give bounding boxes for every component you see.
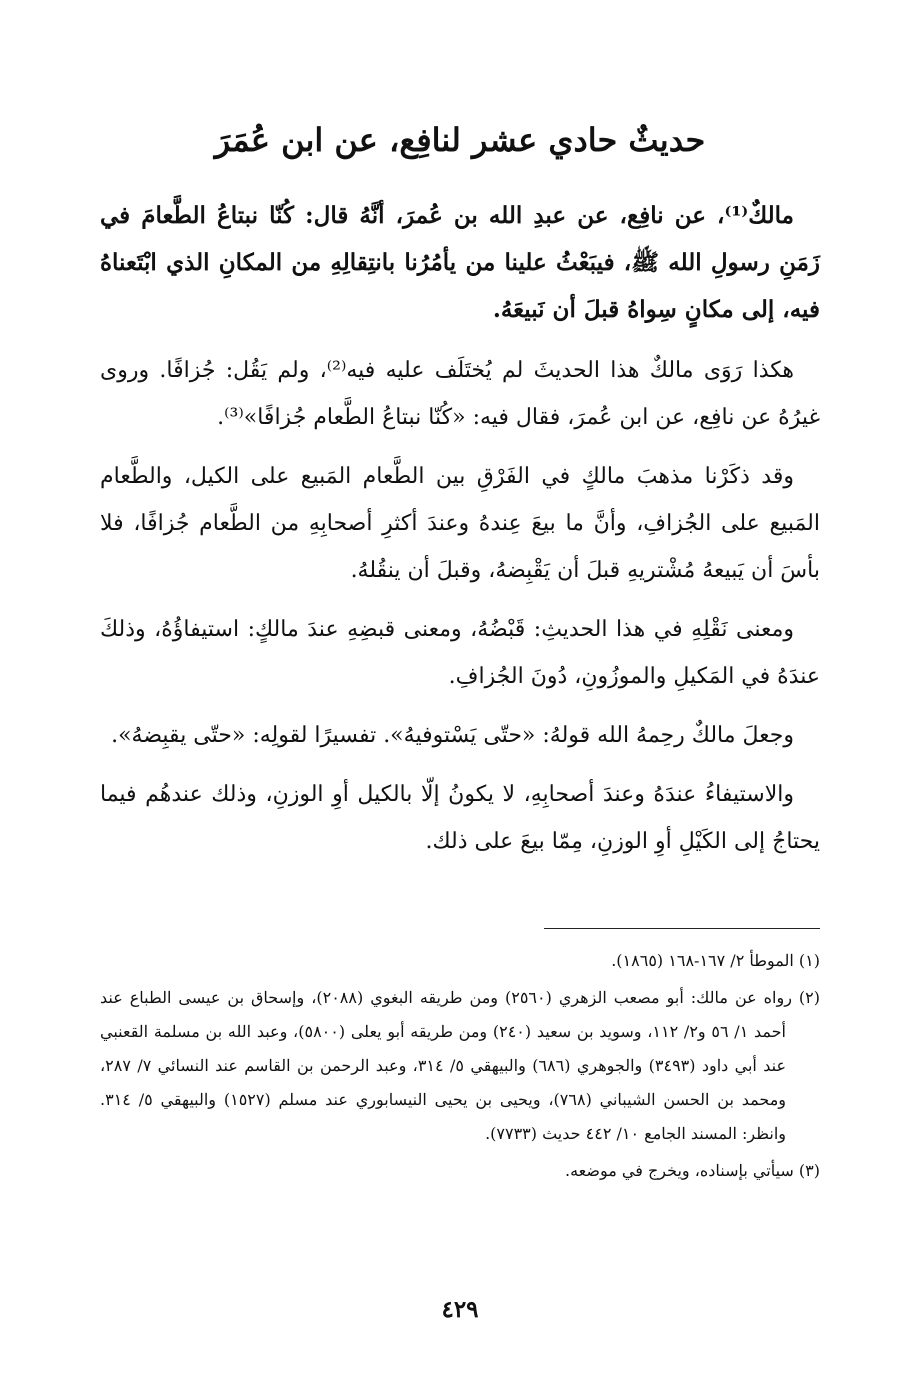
commentary-paragraph: هكذا رَوَى مالكٌ هذا الحديثَ لم يُختَلَف عليه فيه⁽²⁾، ولم يَقُل: جُزافًا. وروى غيرُهُ عن نافِع، عن ابن عُمرَ، فقال فيه: «كُنّا نبتاعُ الطَّعام جُزافًا»⁽³⁾. [100,358,820,430]
commentary-paragraph: وجعلَ مالكٌ رحِمهُ الله قولهُ: «حتّى يَسْتوفيهُ». تفسيرًا لقولِه: «حتّى يقبِضهُ». [111,723,794,748]
main-text [100,192,820,877]
page-number: ٤٢٩ [441,1296,479,1323]
footnote-3: (٣) سيأتي بإسناده، ويخرج في موضعه. [565,1161,820,1180]
hadith-heading: حديثٌ حادي عشر لنافِع، عن ابن عُمَرَ [214,121,706,159]
footnote-divider [544,928,820,929]
commentary-paragraph: وقد ذكَرْنا مذهبَ مالكٍ في الفَرْقِ بين الطَّعام المَبيع على الكيل، والطَّعام المَبيع على الجُزافِ، وأنَّ ما بيعَ عِندهُ وعندَ أكثرِ أصحابِهِ من الطَّعام جُزافًا، فلا بأسَ أن يَبيعهُ مُشْتريهِ قبلَ أن يَقْبِضهُ، وقبلَ أن ينقُلهُ. [100,464,820,583]
hadith-text: مالكٌ⁽¹⁾، عن نافِع، عن عبدِ الله بن عُمرَ، أنَّهُ قال: كُنّا نبتاعُ الطَّعامَ في زَمَنِ رسولِ الله ﷺ، فيبَعْثُ علينا من يأمُرُنا بانتِقالِهِ من المكانِ الذي ابْتَعناهُ فيه، إلى مكانٍ سِواهُ قبلَ أن نَبيعَهُ. [100,202,820,323]
commentary-paragraph: ومعنى نَقْلِهِ في هذا الحديثِ: قَبْضُهُ، ومعنى قبضِهِ عندَ مالكٍ: استيفاؤُهُ، وذلكَ عندَهُ في المَكيلِ والموزُونِ، دُونَ الجُزافِ. [100,617,820,689]
footnotes [100,944,820,1191]
footnote-1: (١) الموطأ ٢/ ١٦٧-١٦٨ (١٨٦٥). [611,951,820,970]
footnote-2: (٢) رواه عن مالك: أبو مصعب الزهري (٢٥٦٠) ومن طريقه البغوي (٢٠٨٨)، وإسحاق بن عيسى الطباع عند أحمد ١/ ٥٦ و٢/ ١١٢، وسويد بن سعيد (٢٤٠) ومن طريقه أبو يعلى (٥٨٠٠)، وعبد الله بن مسلمة القعنبي عند أبي داود (٣٤٩٣) والجوهري (٦٨٦) والبيهقي ٥/ ٣١٤، وعبد الرحمن بن القاسم عند النسائي ٧/ ٢٨٧، ومحمد بن الحسن الشيباني (٧٦٨)، ويحيى بن يحيى النيسابوري عند مسلم (١٥٢٧) والبيهقي ٥/ ٣١٤. وانظر: المسند الجامع ١٠/ ٤٤٢ حديث (٧٧٣٣). [100,988,821,1143]
commentary-paragraph: والاستيفاءُ عندَهُ وعندَ أصحابِهِ، لا يكونُ إلّا بالكيل أوِ الوزنِ، وذلك عندهُم فيما يحتاجُ إلى الكَيْلِ أوِ الوزنِ، مِمّا بيعَ على ذلك. [100,782,820,854]
